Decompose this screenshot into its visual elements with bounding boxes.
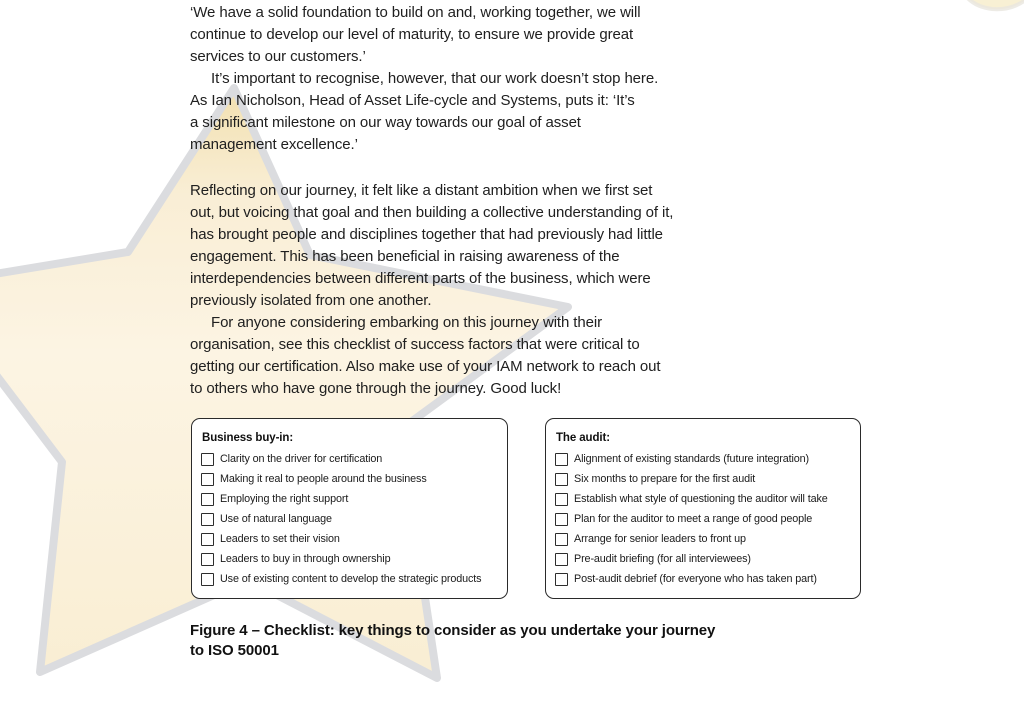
checklist-item [201,472,501,486]
text-line: As Ian Nicholson, Head of Asset Life-cycle and Systems, puts it: ‘It’s [190,92,635,109]
caption-line: Figure 4 – Checklist: key things to consider as you undertake your journey [190,622,716,639]
checklist-items [555,452,854,586]
checklist-item [555,572,854,586]
corner-star-tip-icon [960,0,1024,9]
checkbox-icon[interactable] [555,493,568,506]
checklist-item [201,572,501,586]
text-line: management excellence.’ [190,136,358,153]
text-line: out, but voicing that goal and then building a collective understanding of it, [190,204,674,221]
text-line: getting our certification. Also make use of your IAM network to reach out [190,358,661,375]
checklist-item [201,452,501,466]
text-line: interdependencies between different parts of the business, which were [190,270,651,287]
checklist-item-label: Establish what style of questioning the auditor will take [574,493,828,505]
text-line: to others who have gone through the journey. Good luck! [190,380,562,397]
checklist-box-business-buy-in [191,418,508,599]
article-text [190,2,673,400]
checklist-item-label: Plan for the auditor to meet a range of good people [574,513,813,525]
checklist-item-label: Pre-audit briefing (for all interviewees) [574,553,751,565]
checklist-box-the-audit [545,418,861,599]
checkbox-icon[interactable] [201,473,214,486]
text-line: ‘We have a solid foundation to build on and, working together, we will [190,4,641,21]
checklist-item-label: Leaders to set their vision [220,533,340,545]
text-line: services to our customers.’ [190,48,366,65]
checklist-item [555,472,854,486]
checklist-item [201,532,501,546]
text-line: It’s important to recognise, however, that our work doesn’t stop here. [211,70,659,87]
checkbox-icon[interactable] [201,553,214,566]
checkbox-icon[interactable] [555,513,568,526]
checklist-item-label: Employing the right support [220,493,349,505]
body-paragraph [190,180,673,400]
checklist-item [555,512,854,526]
checklist-item [555,552,854,566]
checklist-item-label: Post-audit debrief (for everyone who has taken part) [574,573,817,585]
checklist-item-label: Clarity on the driver for certification [220,453,383,465]
checklist-item-label: Use of existing content to develop the strategic products [220,573,482,585]
checklist-item-label: Arrange for senior leaders to front up [574,533,746,545]
text-line: For anyone considering embarking on this journey with their [211,314,602,331]
checkbox-icon[interactable] [555,473,568,486]
text-line: organisation, see this checklist of success factors that were critical to [190,336,640,353]
checklist-item [201,552,501,566]
checklist-title: The audit: [556,432,610,444]
quote-paragraph [190,2,673,156]
text-line: engagement. This has been beneficial in raising awareness of the [190,248,620,265]
checkbox-icon[interactable] [555,453,568,466]
figure-caption [190,621,715,661]
text-line: continue to develop our level of maturity, to ensure we provide great [190,26,634,43]
checklist-title: Business buy-in: [202,432,294,444]
checklist-item-label: Six months to prepare for the first audit [574,473,756,485]
checkbox-icon[interactable] [555,533,568,546]
checklist-item [555,492,854,506]
checklist-item [555,532,854,546]
checklist-item-label: Use of natural language [220,513,332,525]
checkbox-icon[interactable] [201,573,214,586]
checkbox-icon[interactable] [201,453,214,466]
text-line: has brought people and disciplines together that had previously had little [190,226,663,243]
checkbox-icon[interactable] [201,493,214,506]
text-line: Reflecting on our journey, it felt like a distant ambition when we first set [190,182,653,199]
checkbox-icon[interactable] [201,533,214,546]
text-line: a significant milestone on our way towards our goal of asset [190,114,581,131]
checkbox-icon[interactable] [201,513,214,526]
checklist-items [201,452,501,586]
checklist-item [201,492,501,506]
checklist-item-label: Leaders to buy in through ownership [220,553,391,565]
checklist-item-label: Making it real to people around the business [220,473,427,485]
text-line: previously isolated from one another. [190,292,432,309]
checkbox-icon[interactable] [555,553,568,566]
checklist-item-label: Alignment of existing standards (future integration) [574,453,810,465]
checkbox-icon[interactable] [555,573,568,586]
checklist-item [555,452,854,466]
checklist-item [201,512,501,526]
caption-line: to ISO 50001 [190,642,279,659]
